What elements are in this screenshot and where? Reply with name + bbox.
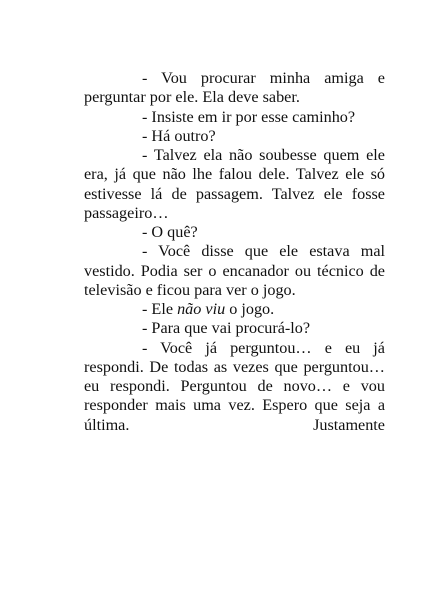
text-segment: - Talvez ela não soubesse quem ele era, já que não lhe falou dele. Talvez ele só estivesse lá de passagem. Talvez ele fosse passageiro…	[84, 146, 385, 222]
text-segment: - Há outro?	[142, 126, 216, 145]
dialogue-paragraph	[84, 127, 385, 146]
text-segment: o jogo.	[225, 300, 275, 318]
dialogue-paragraph	[84, 319, 385, 338]
text-segment: - O quê?	[142, 223, 198, 241]
dialogue-paragraph	[84, 108, 385, 127]
dialogue-paragraph	[84, 242, 385, 300]
dialogue-paragraph	[84, 223, 385, 242]
dialogue-paragraph	[84, 300, 385, 319]
dialogue-paragraph-continued	[84, 339, 385, 435]
dialogue-paragraph	[84, 69, 385, 108]
emphasized-text: não viu	[177, 300, 226, 318]
text-segment: - Ele	[142, 300, 178, 318]
text-segment: - Para que vai procurá-lo?	[142, 319, 311, 338]
text-segment: - Você já perguntou… e eu já respondi. De todas as vezes que perguntou… eu respondi. Perguntou de novo… e vou responder mais uma vez. Espero que seja a última. Justamente	[84, 338, 385, 434]
text-segment: - Vou procurar minha amiga e perguntar por ele. Ela deve saber.	[84, 69, 385, 107]
text-segment: - Insiste em ir por esse caminho?	[142, 107, 356, 126]
dialogue-paragraph	[84, 146, 385, 223]
page-text	[84, 69, 385, 435]
text-segment: - Você disse que ele estava mal vestido. Podia ser o encanador ou técnico de televisão e ficou para ver o jogo.	[84, 242, 385, 299]
